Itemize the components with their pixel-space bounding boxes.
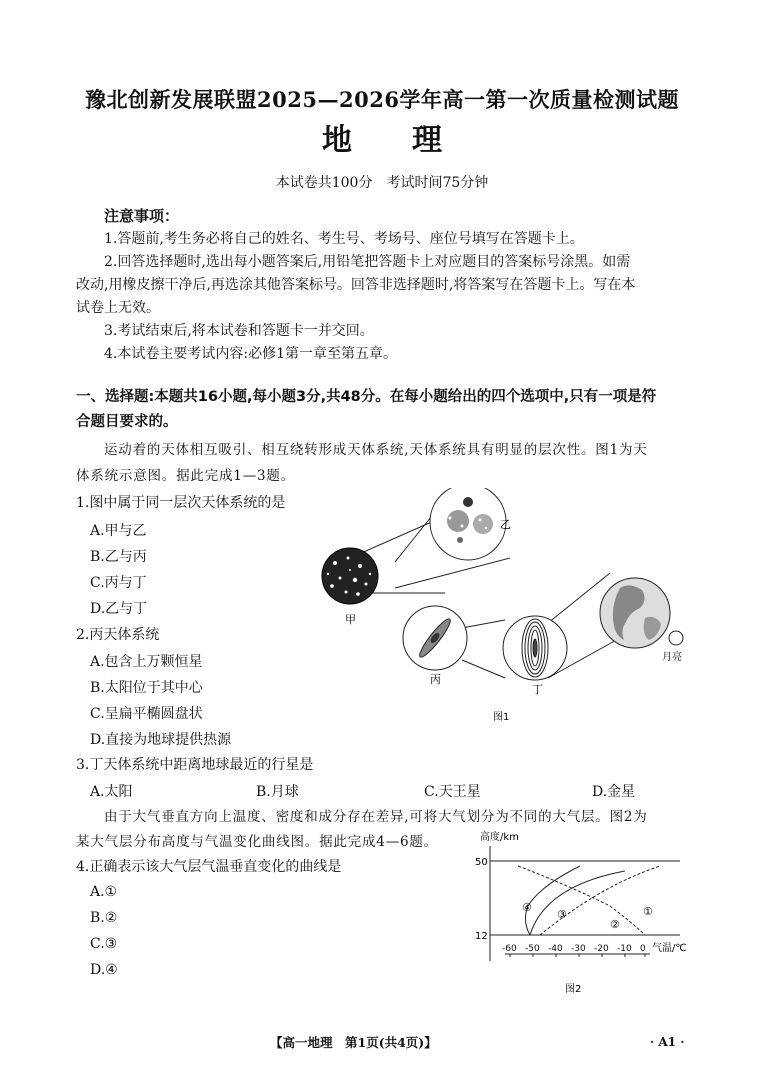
ytick-50: 50	[475, 857, 488, 868]
page-footer: 【高一地理 第1页(共4页)】	[270, 1035, 437, 1050]
page-mark: · A1 ·	[650, 1035, 685, 1049]
question-3-option-d: D.金星	[592, 784, 636, 800]
label-ding: 丁	[532, 683, 543, 696]
section-heading-cont: 合题目要求的。	[76, 414, 178, 430]
section-heading: 一、选择题:本题共16小题,每小题3分,共48分。在每小题给出的四个选项中,只有一项是符	[76, 389, 657, 405]
earth-globe-icon	[600, 578, 670, 648]
label-yi: 乙	[500, 518, 511, 531]
question-1-option-d: D.乙与丁	[90, 601, 148, 617]
curve-label-4: ④	[522, 901, 532, 914]
curve-label-1: ①	[643, 905, 653, 918]
fig2-ylabel: 高度/km	[480, 832, 519, 843]
figure-2-chart	[450, 826, 690, 996]
question-4-option-b: B.②	[90, 910, 118, 926]
curve-1	[518, 866, 645, 935]
curve-2	[540, 866, 660, 935]
question-4-stem: 4.正确表示该大气层气温垂直变化的曲线是	[76, 859, 342, 875]
xtick-neg30: -30	[571, 944, 586, 954]
notice-item-1: 1.答题前,考生务必将自己的姓名、考生号、考场号、座位号填写在答题卡上。	[104, 231, 584, 247]
milky-way-bing-icon	[403, 606, 467, 670]
subject-title	[0, 115, 764, 159]
xtick-neg50: -50	[525, 944, 540, 954]
xtick-neg60: -60	[502, 944, 517, 954]
intro-2-line-2: 某大气层分布高度与气温变化曲线图。据此完成4—6题。	[76, 834, 438, 850]
xtick-0: 0	[640, 944, 646, 954]
galaxy-group-yi-icon	[430, 488, 506, 560]
connector-line	[462, 620, 505, 628]
exam-info: 本试卷共100分 考试时间75分钟	[275, 175, 489, 191]
question-2-option-a: A.包含上万颗恒星	[90, 654, 203, 670]
connector-line	[462, 660, 505, 678]
question-1-option-b: B.乙与丙	[90, 549, 147, 565]
solar-system-ding-icon	[503, 616, 567, 680]
label-jia: 甲	[345, 613, 356, 626]
question-3-option-c: C.天王星	[424, 784, 481, 800]
xtick-neg10: -10	[617, 944, 632, 954]
subject-char-2: 理	[412, 123, 442, 158]
intro-1-line-2: 体系统示意图。据此完成1—3题。	[76, 468, 295, 484]
notice-item-4: 4.本试卷主要考试内容:必修1第一章至第五章。	[104, 346, 397, 362]
question-1-option-c: C.丙与丁	[90, 575, 147, 591]
question-4-option-d: D.④	[90, 962, 118, 978]
intro-2-line-1: 由于大气垂直方向上温度、密度和成分存在差异,可将大气划分为不同的大气层。图2为	[104, 809, 648, 825]
xtick-neg20: -20	[594, 944, 609, 954]
question-2-stem: 2.丙天体系统	[76, 627, 160, 643]
figure-1-diagram	[300, 488, 700, 728]
intro-1-line-1: 运动着的天体相互吸引、相互绕转形成天体系统,天体系统具有明显的层次性。图1为天	[104, 442, 648, 458]
figure-1-caption: 图1	[493, 712, 510, 723]
question-2-option-b: B.太阳位于其中心	[90, 680, 203, 696]
notice-item-2: 2.回答选择题时,选出每小题答案后,用铅笔把答题卡上对应题目的答案标号涂黑。如需	[104, 254, 631, 270]
question-1-option-a: A.甲与乙	[90, 523, 147, 539]
curve-label-3: ③	[557, 908, 567, 921]
ytick-12: 12	[475, 931, 488, 942]
question-2-option-c: C.呈扁平椭圆盘状	[90, 706, 203, 722]
notice-item-3: 3.考试结束后,将本试卷和答题卡一并交回。	[104, 323, 374, 339]
notice-item-2-end: 试卷上无效。	[76, 300, 160, 316]
question-4-option-c: C.③	[90, 936, 118, 952]
galaxy-cluster-jia-icon	[322, 548, 378, 604]
figure-2-caption: 图2	[565, 984, 582, 995]
notice-heading: 注意事项：	[104, 207, 180, 225]
question-3-option-b: B.月球	[256, 784, 299, 800]
label-bing: 丙	[430, 673, 441, 686]
question-3-stem: 3.丁天体系统中距离地球最近的行星是	[76, 757, 314, 773]
question-3-option-a: A.太阳	[90, 784, 133, 800]
exam-title: 豫北创新发展联盟2025—2026学年高一第一次质量检测试题	[85, 87, 679, 112]
notice-item-2-cont: 改动,用橡皮擦干净后,再选涂其他答案标号。回答非选择题时,将答案写在答题卡上。写在本	[76, 277, 636, 293]
curve-label-2: ②	[610, 918, 620, 931]
subject-char-1: 地	[322, 123, 352, 158]
fig2-xlabel: 气温/℃	[652, 943, 687, 954]
question-4-option-a: A.①	[90, 884, 118, 900]
question-1-stem: 1.图中属于同一层次天体系统的是	[76, 495, 286, 511]
moon-icon	[669, 631, 683, 645]
xtick-neg40: -40	[548, 944, 563, 954]
question-2-option-d: D.直接为地球提供热源	[90, 732, 232, 748]
label-moon: 月亮	[662, 652, 682, 663]
